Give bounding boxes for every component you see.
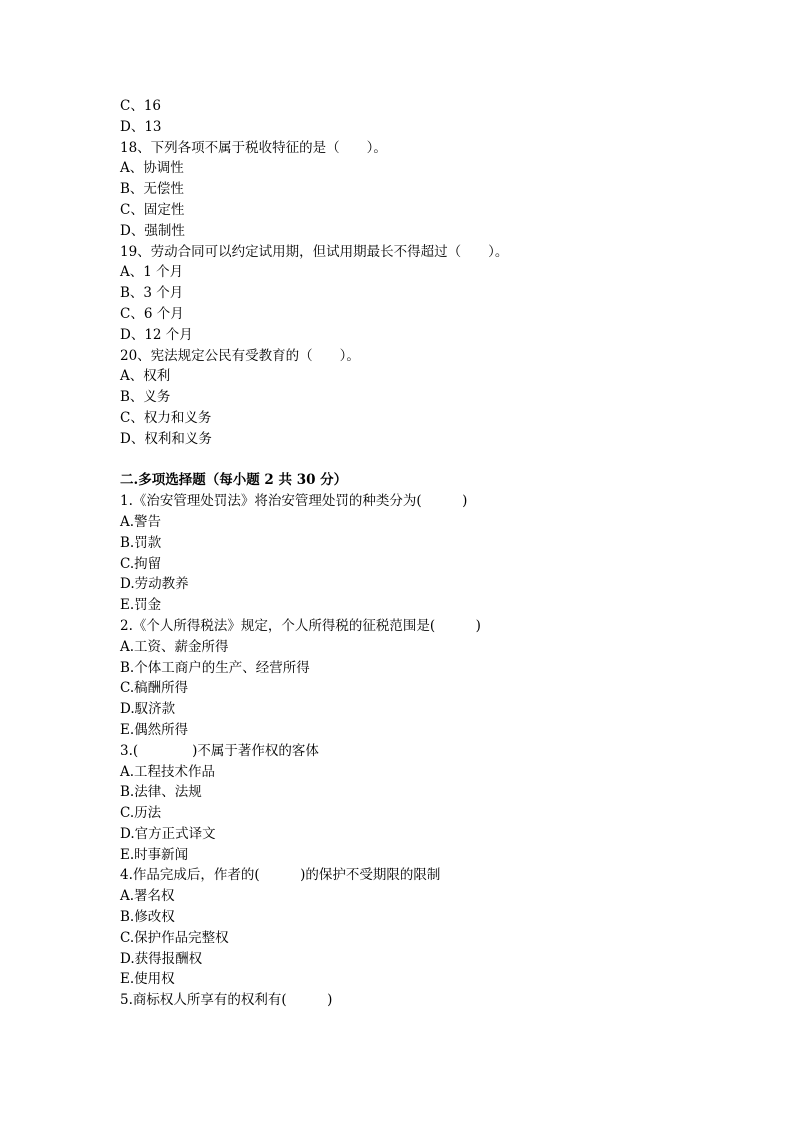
option-a: A、1 个月 <box>120 264 184 281</box>
question-5: 5.商标权人所享有的权利有( ) <box>120 992 333 1009</box>
option-e: E.罚金 <box>120 597 162 614</box>
option-d: D.劳动教养 <box>120 576 189 593</box>
option-b: B.法律、法规 <box>120 784 202 801</box>
option-d: D.馭济款 <box>120 701 176 718</box>
option-b: B、义务 <box>120 389 171 406</box>
option-b: B、无偿性 <box>120 181 184 198</box>
question-3: 3.( )不属于著作权的客体 <box>120 742 319 759</box>
option-d: D、13 <box>120 118 162 135</box>
question-4: 4.作品完成后，作者的( )的保护不受期限的限制 <box>120 867 441 884</box>
option-c: C、16 <box>120 98 162 114</box>
question-19: 19、劳动合同可以约定试用期，但试用期最长不得超过（ ）。 <box>120 243 509 260</box>
option-e: E.偶然所得 <box>120 721 189 738</box>
option-c: C.拘留 <box>120 555 162 572</box>
question-2: 2.《个人所得税法》规定，个人所得税的征税范围是( ) <box>120 617 481 634</box>
option-a: A、权利 <box>120 368 171 385</box>
option-a: A、协调性 <box>120 160 184 177</box>
option-b: B.罚款 <box>120 534 162 551</box>
section-title: 二.多项选择题（每小题 2 共 30 分） <box>120 472 348 489</box>
option-c: C.保护作品完整权 <box>120 929 229 946</box>
option-c: C.历法 <box>120 805 162 822</box>
option-a: A.工资、薪金所得 <box>120 638 229 655</box>
option-d: D、强制性 <box>120 222 185 239</box>
option-b: B.修改权 <box>120 909 175 926</box>
option-b: B.个体工商户的生产、经营所得 <box>120 659 310 676</box>
option-a: A.署名权 <box>120 888 175 905</box>
option-d: D.获得报酬权 <box>120 950 203 967</box>
option-a: A.警告 <box>120 513 162 530</box>
option-c: C、固定性 <box>120 201 185 218</box>
option-c: C、6 个月 <box>120 305 184 322</box>
option-d: D.官方正式译文 <box>120 825 216 842</box>
document-page <box>120 96 720 1011</box>
question-1: 1.《治安管理处罚法》将治安管理处罚的种类分为( ) <box>120 493 468 510</box>
option-d: D、12 个月 <box>120 326 193 343</box>
section-spacer <box>120 450 720 471</box>
option-c: C.稿酬所得 <box>120 680 189 697</box>
question-20: 20、宪法规定公民有受教育的（ ）。 <box>120 347 360 364</box>
option-a: A.工程技术作品 <box>120 763 216 780</box>
option-d: D、权利和义务 <box>120 430 212 447</box>
single-choice-section <box>120 96 720 450</box>
option-c: C、权力和义务 <box>120 409 212 426</box>
multiple-choice-section <box>120 470 720 1011</box>
option-e: E.时事新闻 <box>120 846 189 863</box>
question-18: 18、下列各项不属于税收特征的是（ ）。 <box>120 139 387 156</box>
option-b: B、3 个月 <box>120 285 184 302</box>
option-e: E.使用权 <box>120 971 175 988</box>
